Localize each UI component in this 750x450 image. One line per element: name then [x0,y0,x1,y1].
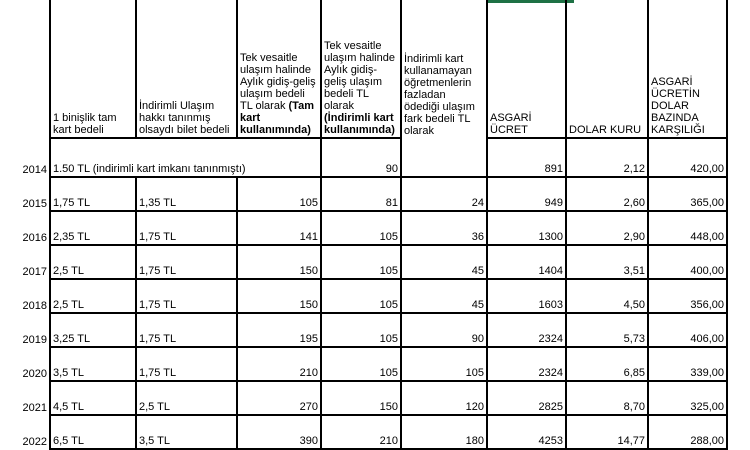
min-wage-cell[interactable]: 2324 [487,347,566,381]
table-row [0,138,750,177]
table-row [0,279,750,313]
diff-cell[interactable]: 24 [401,177,487,211]
table-row [0,415,750,449]
year-cell[interactable]: 2021 [22,402,47,414]
empty-cell[interactable] [727,245,750,279]
header-discount-fare-text: İndirimli Ulaşım hakkı tanınmış olsaydı bilet bedeli [139,100,230,136]
usd-rate-cell[interactable]: 5,73 [566,313,648,347]
header-usd-value[interactable] [648,0,727,138]
full-fare-cell[interactable]: 3,5 TL [50,347,136,381]
year-cell[interactable]: 2015 [22,198,47,210]
full-fare-cell[interactable]: 1,75 TL [50,177,136,211]
table-row [0,245,750,279]
year-cell[interactable]: 2018 [22,300,47,312]
note-cell[interactable]: 1.50 TL (indirimli kart imkanı tanınmıştı) [50,138,321,177]
diff-cell[interactable]: 90 [401,313,487,347]
disc-fare-cell[interactable]: 1,75 TL [136,279,237,313]
full-monthly-cell[interactable]: 210 [237,347,321,381]
disc-monthly-cell[interactable]: 90 [321,138,401,177]
disc-monthly-cell[interactable]: 105 [321,279,401,313]
full-fare-cell[interactable]: 4,5 TL [50,381,136,415]
header-monthly-full[interactable] [237,0,321,138]
min-wage-cell[interactable]: 1404 [487,245,566,279]
full-monthly-cell[interactable]: 150 [237,245,321,279]
year-cell[interactable]: 2022 [22,436,47,448]
disc-monthly-cell[interactable]: 210 [321,415,401,449]
usd-rate-cell[interactable]: 4,50 [566,279,648,313]
diff-cell[interactable] [401,138,487,177]
year-cell[interactable]: 2019 [22,334,47,346]
full-fare-cell[interactable]: 3,25 TL [50,313,136,347]
full-monthly-cell[interactable]: 195 [237,313,321,347]
full-monthly-cell[interactable]: 150 [237,279,321,313]
usd-rate-cell[interactable]: 6,85 [566,347,648,381]
diff-cell[interactable]: 45 [401,279,487,313]
disc-monthly-cell[interactable]: 150 [321,381,401,415]
empty-cell[interactable] [727,415,750,449]
min-wage-cell[interactable]: 2825 [487,381,566,415]
usd-value-cell[interactable]: 339,00 [648,347,727,381]
table-row [0,211,750,245]
usd-rate-cell[interactable]: 2,90 [566,211,648,245]
header-usd-rate-text: DOLAR KURU [569,124,642,136]
disc-monthly-cell[interactable]: 105 [321,313,401,347]
empty-cell[interactable] [727,279,750,313]
disc-fare-cell[interactable]: 2,5 TL [136,381,237,415]
empty-cell[interactable] [727,381,750,415]
disc-fare-cell[interactable]: 1,75 TL [136,245,237,279]
usd-value-cell[interactable]: 288,00 [648,415,727,449]
usd-value-cell[interactable]: 365,00 [648,177,727,211]
empty-cell[interactable] [727,211,750,245]
full-fare-cell[interactable]: 2,5 TL [50,279,136,313]
min-wage-cell[interactable]: 891 [487,138,566,177]
header-row [0,0,750,138]
header-monthly-discount-bold: (İndirimli kart kullanımında) [324,112,395,136]
min-wage-cell[interactable]: 2324 [487,313,566,347]
usd-value-cell[interactable]: 420,00 [648,138,727,177]
year-cell[interactable]: 2017 [22,266,47,278]
header-usd-value-text: ASGARİ ÜCRETİN DOLAR BAZINDA KARŞILIĞI [651,76,705,136]
usd-rate-cell[interactable]: 14,77 [566,415,648,449]
table-row [0,381,750,415]
year-cell[interactable]: 2014 [22,164,47,176]
disc-fare-cell[interactable]: 1,75 TL [136,313,237,347]
disc-monthly-cell[interactable]: 105 [321,211,401,245]
empty-cell[interactable] [727,313,750,347]
header-full-fare[interactable] [50,0,136,138]
usd-value-cell[interactable]: 356,00 [648,279,727,313]
header-min-wage[interactable] [487,0,566,138]
disc-fare-cell[interactable]: 1,75 TL [136,347,237,381]
empty-cell[interactable] [727,138,750,177]
usd-value-cell[interactable]: 325,00 [648,381,727,415]
diff-cell[interactable]: 45 [401,245,487,279]
year-cell[interactable]: 2016 [22,232,47,244]
full-monthly-cell[interactable]: 390 [237,415,321,449]
empty-cell[interactable] [727,347,750,381]
usd-rate-cell[interactable]: 2,60 [566,177,648,211]
usd-rate-cell[interactable]: 3,51 [566,245,648,279]
header-discount-fare[interactable] [136,0,237,138]
full-fare-cell[interactable]: 2,35 TL [50,211,136,245]
header-monthly-full-bold: (Tam kart kullanımında) [240,100,314,136]
full-fare-cell[interactable]: 6,5 TL [50,415,136,449]
diff-cell[interactable]: 105 [401,347,487,381]
diff-cell[interactable]: 120 [401,381,487,415]
usd-value-cell[interactable]: 448,00 [648,211,727,245]
usd-value-cell[interactable]: 400,00 [648,245,727,279]
full-monthly-cell[interactable]: 141 [237,211,321,245]
disc-monthly-cell[interactable]: 105 [321,347,401,381]
header-usd-rate[interactable] [566,0,648,138]
header-min-wage-text: ASGARİ ÜCRET [490,112,532,136]
table-row [0,177,750,211]
disc-monthly-cell[interactable]: 81 [321,177,401,211]
year-header-cell[interactable] [0,0,50,138]
disc-fare-cell[interactable]: 1,75 TL [136,211,237,245]
header-monthly-discount[interactable] [321,0,401,138]
disc-fare-cell[interactable]: 1,35 TL [136,177,237,211]
min-wage-cell[interactable]: 1603 [487,279,566,313]
header-monthly-discount-text: Tek vesaitle ulaşım halinde Aylık gidiş-geliş ulaşım bedeli TL olarak [324,40,395,112]
year-cell[interactable]: 2020 [22,368,47,380]
usd-rate-cell[interactable]: 2,12 [566,138,648,177]
usd-rate-cell[interactable]: 8,70 [566,381,648,415]
full-monthly-cell[interactable]: 105 [237,177,321,211]
empty-cell[interactable] [727,177,750,211]
full-fare-cell[interactable]: 2,5 TL [50,245,136,279]
header-full-fare-text: 1 binişlik tam kart bedeli [53,112,117,136]
diff-cell[interactable]: 36 [401,211,487,245]
diff-cell[interactable]: 180 [401,415,487,449]
disc-fare-cell[interactable]: 3,5 TL [136,415,237,449]
header-monthly-full-text: Tek vesaitle ulaşım halinde Aylık gidiş-geliş ulaşım bedeli TL olarak [240,52,316,112]
disc-monthly-cell[interactable]: 105 [321,245,401,279]
table-row [0,313,750,347]
table-row [0,347,750,381]
min-wage-cell[interactable]: 1300 [487,211,566,245]
usd-value-cell[interactable]: 406,00 [648,313,727,347]
empty-cell[interactable] [727,0,750,138]
min-wage-cell[interactable]: 949 [487,177,566,211]
min-wage-cell[interactable]: 4253 [487,415,566,449]
header-difference-text: İndirimli kart kullanamayan öğretmenlerin fazladan ödediği ulaşım fark bedeli TL olarak [404,53,475,137]
full-monthly-cell[interactable]: 270 [237,381,321,415]
header-difference[interactable] [401,0,487,138]
